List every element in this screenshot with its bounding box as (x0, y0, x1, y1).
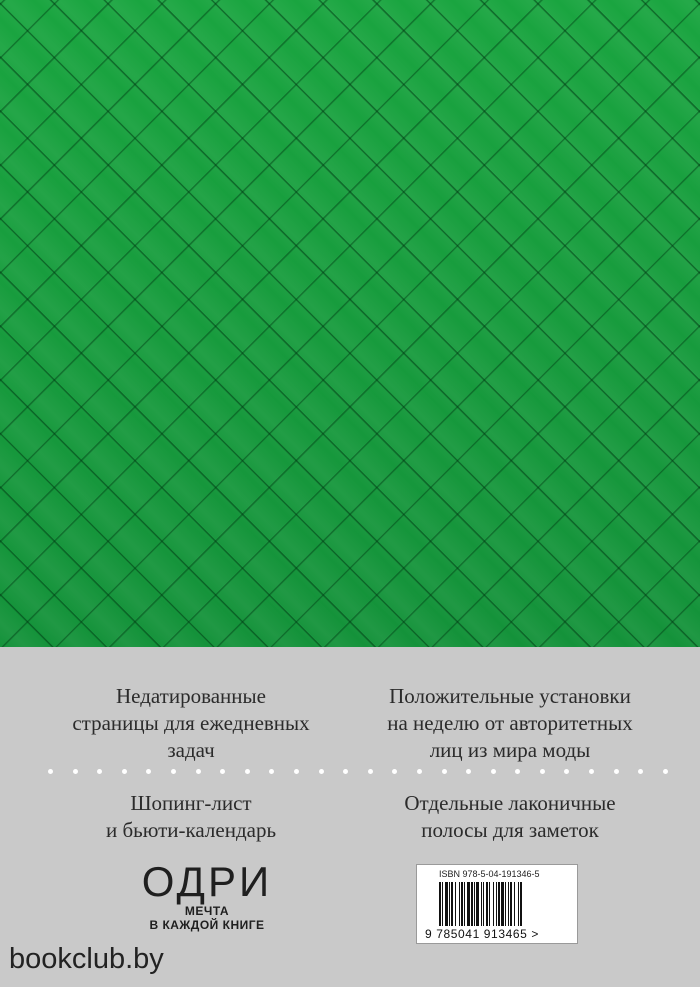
divider-dot (515, 769, 520, 774)
divider-dot (466, 769, 471, 774)
divider-dot (73, 769, 78, 774)
divider-dot (638, 769, 643, 774)
logo-wordmark: ОДРИ (141, 858, 273, 905)
dotted-divider (48, 768, 668, 774)
divider-dot (540, 769, 545, 774)
divider-dot (663, 769, 668, 774)
divider-dot (122, 769, 127, 774)
divider-dot (48, 769, 53, 774)
isbn-barcode (416, 864, 578, 944)
divider-dot (564, 769, 569, 774)
divider-dot (319, 769, 324, 774)
feature-note-stripes: Отдельные лаконичные полосы для заметок (404, 791, 616, 842)
divider-dot (294, 769, 299, 774)
divider-dot (220, 769, 225, 774)
watermark-site: bookclub.by (9, 943, 164, 975)
divider-dot (196, 769, 201, 774)
barcode-icon (439, 882, 557, 926)
divider-dot (614, 769, 619, 774)
isbn-label: ISBN 978-5-04-191346-5 (439, 869, 540, 879)
feature-shopping-list: Шопинг-лист и бьюти-календарь (105, 791, 277, 842)
feature-weekly-affirmations: Положительные установки на неделю от авторитетных лиц из мира моды (387, 684, 633, 762)
divider-dot (589, 769, 594, 774)
divider-dot (146, 769, 151, 774)
divider-dot (171, 769, 176, 774)
divider-dot (97, 769, 102, 774)
feature-undated-pages: Недатированные страницы для ежедневных задач (72, 684, 310, 762)
divider-dot (269, 769, 274, 774)
divider-dot (343, 769, 348, 774)
divider-dot (245, 769, 250, 774)
barcode-digits: 9 785041 913465 > (425, 927, 539, 941)
divider-dot (417, 769, 422, 774)
logo-tagline-2: В КАЖДОЙ КНИГЕ (149, 918, 265, 932)
publisher-logo (132, 860, 282, 932)
logo-tagline-1: МЕЧТА (184, 904, 230, 918)
divider-dot (491, 769, 496, 774)
divider-dot (368, 769, 373, 774)
divider-dot (442, 769, 447, 774)
divider-dot (392, 769, 397, 774)
